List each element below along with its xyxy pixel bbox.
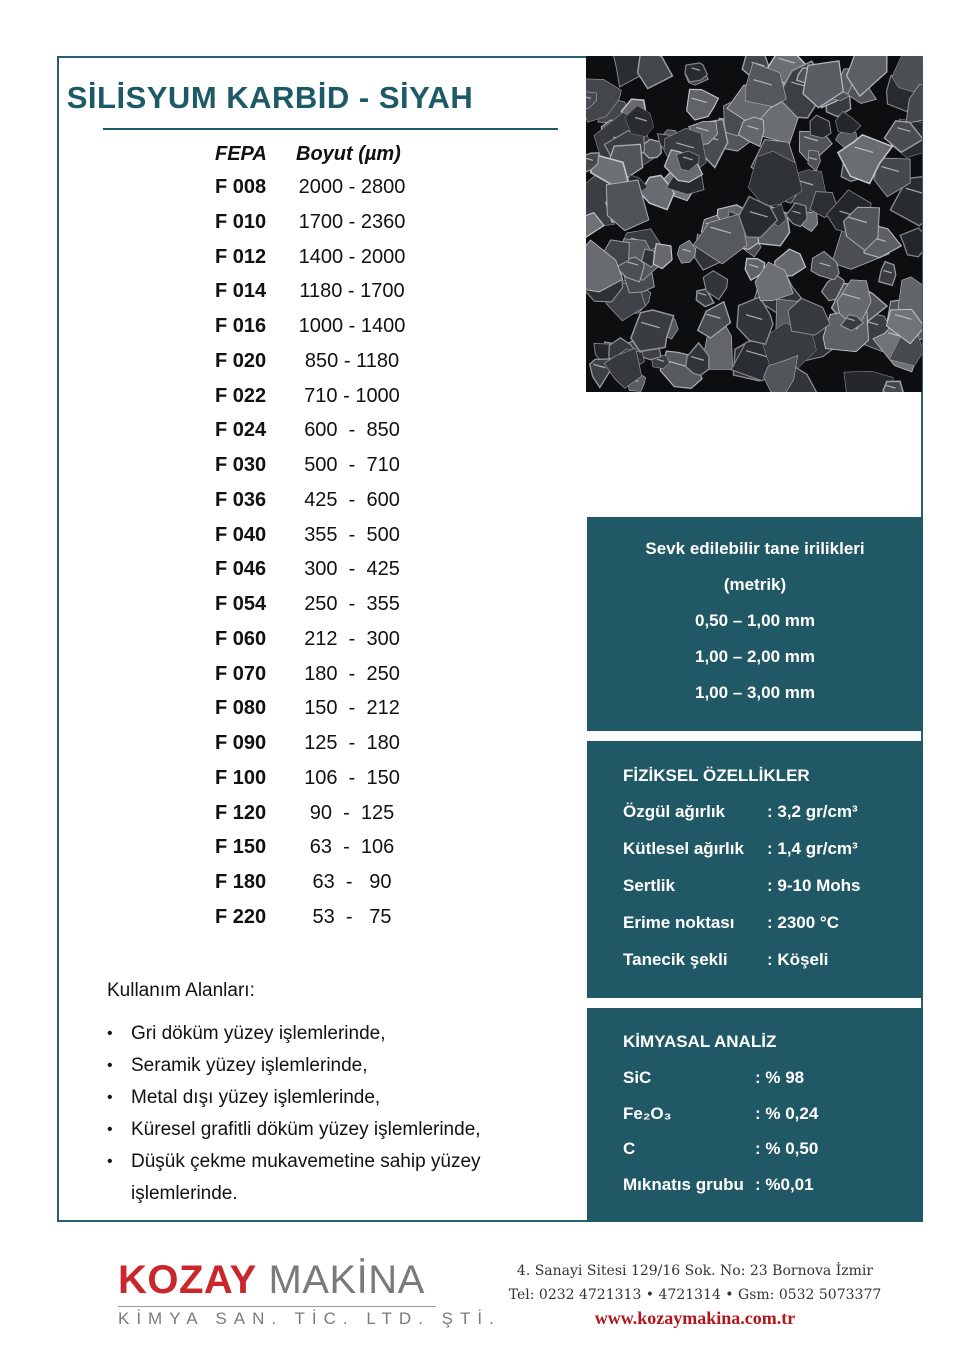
shipping-line: 1,00 – 3,00 mm <box>694 683 816 702</box>
table-row <box>0 871 540 905</box>
size-range: 1000 - 1400 <box>298 315 406 337</box>
fepa-code: F 090 <box>215 732 267 754</box>
bullet-icon: • <box>107 1025 113 1042</box>
usage-text: Metal dışı yüzey işlemlerinde, <box>131 1087 381 1108</box>
property-label: Kütlesel ağırlık <box>623 839 744 858</box>
list-item <box>107 1114 577 1146</box>
property-label: Tanecik şekli <box>623 950 728 969</box>
property-row <box>623 913 913 941</box>
list-item <box>107 1082 577 1114</box>
shipping-sizes-box <box>587 517 923 731</box>
property-value: : %0,01 <box>755 1174 814 1194</box>
usage-text: Seramik yüzey işlemlerinde, <box>131 1055 368 1076</box>
property-row <box>623 1104 913 1132</box>
chemical-analysis-box <box>587 1008 923 1222</box>
property-value: : % 0,24 <box>755 1103 819 1123</box>
fepa-code: F 150 <box>215 836 267 859</box>
table-row <box>0 280 540 314</box>
fepa-code: F 060 <box>215 627 267 650</box>
size-range: 600 - 850 <box>304 419 400 442</box>
size-range: 250 - 355 <box>304 593 400 615</box>
property-value: : % 98 <box>755 1068 805 1087</box>
table-row <box>0 489 540 523</box>
table-row <box>0 385 540 419</box>
logo-brand-rest: MAKİNA <box>268 1258 425 1302</box>
property-row <box>623 1175 913 1203</box>
fepa-code: F 100 <box>215 766 267 789</box>
shipping-line: Sevk edilebilir tane irilikleri <box>645 539 865 558</box>
size-range: 212 - 300 <box>304 627 400 650</box>
usage-text: Gri döküm yüzey işlemlerinde, <box>131 1023 386 1044</box>
table-row <box>0 558 540 592</box>
logo-subtitle: KİMYA SAN. TİC. LTD. ŞTİ. <box>118 1309 501 1328</box>
table-row <box>0 315 540 349</box>
property-row <box>623 1139 913 1167</box>
property-row <box>623 839 913 867</box>
silicon-carbide-photo <box>586 56 922 392</box>
fepa-code: F 024 <box>215 419 267 442</box>
fepa-code: F 180 <box>215 871 267 893</box>
usage-text: Düşük çekme mukavemetine sahip yüzey işlemlerinde. <box>131 1151 481 1204</box>
property-label: C <box>623 1139 636 1158</box>
property-label: Özgül ağırlık <box>623 802 726 821</box>
size-range: 150 - 212 <box>304 697 400 720</box>
fepa-code: F 008 <box>215 176 267 198</box>
fepa-code: F 080 <box>215 697 267 720</box>
fepa-code: F 220 <box>215 905 267 928</box>
size-range: 125 - 180 <box>304 732 400 754</box>
size-range: 180 - 250 <box>304 662 400 685</box>
physical-properties-box <box>587 741 923 998</box>
bullet-icon: • <box>107 1121 113 1138</box>
property-value: : 9-10 Mohs <box>767 876 861 895</box>
fepa-code: F 022 <box>215 384 267 407</box>
fepa-code: F 020 <box>215 349 267 372</box>
size-range: 1180 - 1700 <box>299 280 405 303</box>
property-label: Erime noktası <box>623 913 735 932</box>
bullet-icon: • <box>107 1057 113 1074</box>
shipping-line: 0,50 – 1,00 mm <box>694 611 816 630</box>
physical-title: FİZİKSEL ÖZELLİKLER <box>623 766 810 785</box>
shipping-line: (metrik) <box>723 575 787 594</box>
bullet-icon: • <box>107 1153 113 1170</box>
property-label: SiC <box>623 1068 652 1087</box>
chemical-title: KİMYASAL ANALİZ <box>623 1032 777 1051</box>
property-row <box>623 802 913 830</box>
property-value: : Köşeli <box>767 950 829 969</box>
title-divider <box>103 128 558 130</box>
table-row <box>0 906 540 940</box>
size-range: 2000 - 2800 <box>298 176 406 198</box>
company-logo <box>118 1258 425 1303</box>
table-row <box>0 732 540 766</box>
bullet-icon: • <box>107 1089 113 1106</box>
table-row <box>0 767 540 801</box>
list-item <box>107 1050 577 1082</box>
size-range: 90 - 125 <box>309 801 395 824</box>
property-row <box>623 1068 913 1096</box>
size-range: 1400 - 2000 <box>298 245 406 268</box>
size-range: 63 - 90 <box>312 871 392 893</box>
property-row <box>623 950 913 978</box>
table-row <box>0 419 540 453</box>
logo-divider <box>118 1306 436 1307</box>
size-range: 425 - 600 <box>304 488 400 511</box>
list-item <box>107 1018 577 1050</box>
size-range: 355 - 500 <box>304 523 400 546</box>
table-row <box>0 454 540 488</box>
table-row <box>0 246 540 280</box>
size-range: 850 - 1180 <box>304 349 400 372</box>
fepa-code: F 012 <box>215 245 267 268</box>
property-label: Mıknatıs grubu <box>623 1174 744 1194</box>
property-value: : % 0,50 <box>755 1139 819 1158</box>
property-value: : 2300 °C <box>767 913 840 932</box>
size-range: 710 - 1000 <box>304 384 400 407</box>
fepa-code: F 030 <box>215 454 267 476</box>
shipping-line: 1,00 – 2,00 mm <box>694 647 816 666</box>
size-range: 106 - 150 <box>304 766 400 789</box>
table-row <box>0 350 540 384</box>
table-row <box>0 176 540 210</box>
table-row <box>0 697 540 731</box>
usage-text: Küresel grafitli döküm yüzey işlemlerinde, <box>131 1119 481 1140</box>
property-label: Sertlik <box>623 876 675 895</box>
size-range: 63 - 106 <box>309 836 395 859</box>
size-range: 300 - 425 <box>304 558 400 581</box>
table-row <box>0 836 540 870</box>
size-range: 1700 - 2360 <box>298 210 406 233</box>
list-item <box>107 1146 577 1210</box>
property-label: Fe₂O₃ <box>623 1103 672 1123</box>
company-phone: Tel: 0232 4721313 • 4721314 • Gsm: 0532 5073377 <box>508 1287 882 1303</box>
fepa-code: F 016 <box>215 315 267 337</box>
fepa-code: F 070 <box>215 662 267 685</box>
fepa-code: F 054 <box>215 593 267 615</box>
page-title: SİLİSYUM KARBİD - SİYAH <box>66 80 474 115</box>
fepa-code: F 046 <box>215 558 267 581</box>
fepa-code: F 014 <box>215 280 267 303</box>
usage-title: Kullanım Alanları: <box>107 980 255 1001</box>
size-range: 53 - 75 <box>312 905 392 928</box>
fepa-code: F 010 <box>215 210 267 233</box>
usage-list <box>107 1018 577 1210</box>
table-row <box>0 593 540 627</box>
table-row <box>0 663 540 697</box>
fepa-code: F 040 <box>215 523 267 546</box>
property-value: : 3,2 gr/cm³ <box>767 802 858 821</box>
company-address: 4. Sanayi Sitesi 129/16 Sok. No: 23 Bornova İzmir <box>516 1263 874 1279</box>
table-row <box>0 211 540 245</box>
property-value: : 1,4 gr/cm³ <box>767 839 858 858</box>
table-row <box>0 802 540 836</box>
fepa-code: F 036 <box>215 488 267 511</box>
fepa-code: F 120 <box>215 801 267 824</box>
property-row <box>623 876 913 904</box>
table-row <box>0 628 540 662</box>
size-header: Boyut (µm) <box>296 143 401 165</box>
logo-brand: KOZAY <box>118 1258 257 1302</box>
fepa-header: FEPA <box>215 143 267 165</box>
table-row <box>0 524 540 558</box>
size-range: 500 - 710 <box>304 454 400 476</box>
website-link[interactable]: www.kozaymakina.com.tr <box>594 1308 796 1328</box>
